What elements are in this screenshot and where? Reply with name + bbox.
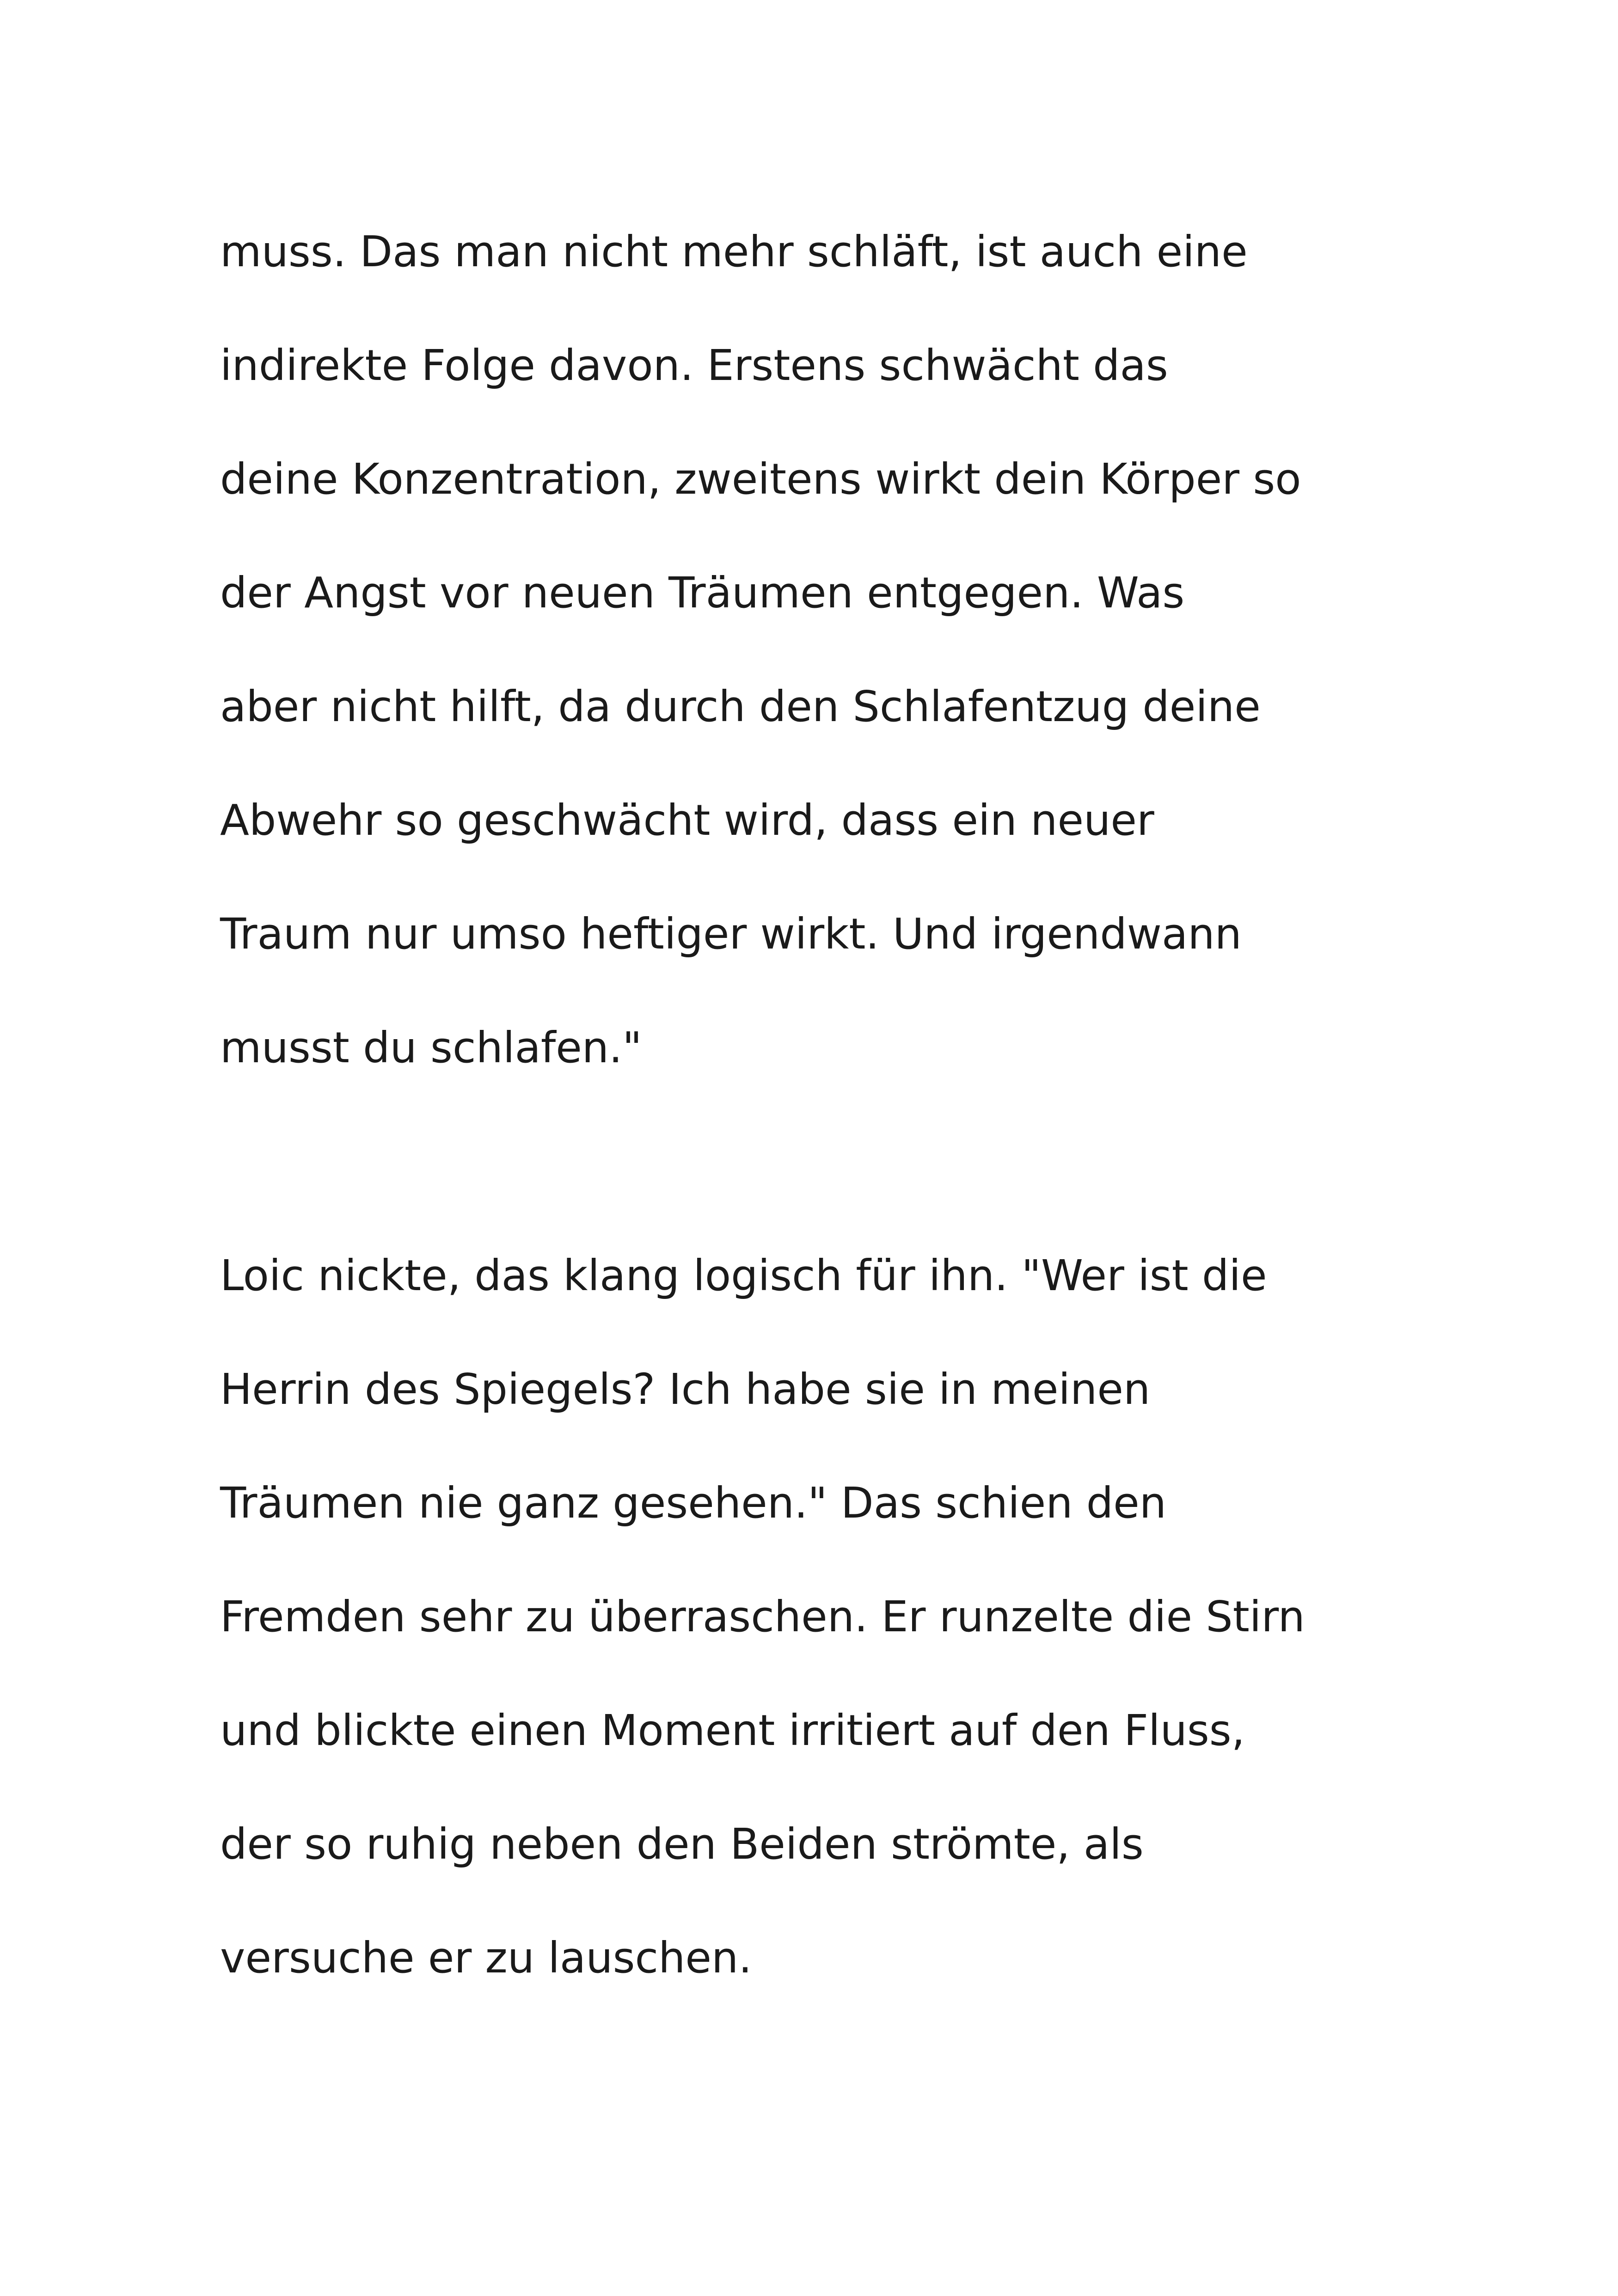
text-line: Fremden sehr zu überraschen. Er runzelte die Stirn [220, 1592, 1305, 1641]
text-line: Loic nickte, das klang logisch für ihn. "Wer ist die [220, 1251, 1267, 1300]
text-line: Träumen nie ganz gesehen." Das schien den [220, 1478, 1167, 1528]
text-line: der Angst vor neuen Träumen entgegen. Was [220, 568, 1185, 618]
text-line: Herrin des Spiegels? Ich habe sie in meinen [220, 1365, 1151, 1414]
text-line: indirekte Folge davon. Erstens schwächt das [220, 341, 1168, 390]
text-line: aber nicht hilft, da durch den Schlafentzug deine [220, 682, 1261, 731]
text-line: Abwehr so geschwächt wird, dass ein neuer [220, 796, 1154, 845]
text-line: deine Konzentration, zweitens wirkt dein Körper so [220, 454, 1301, 504]
text-line: und blickte einen Moment irritiert auf den Fluss, [220, 1706, 1245, 1755]
text-line: muss. Das man nicht mehr schläft, ist auch eine [220, 227, 1248, 276]
text-line: versuche er zu lauschen. [220, 1933, 752, 1983]
text-line: musst du schlafen." [220, 1023, 642, 1072]
text-line: der so ruhig neben den Beiden strömte, als [220, 1819, 1144, 1869]
text-line: Traum nur umso heftiger wirkt. Und irgendwann [220, 909, 1242, 959]
